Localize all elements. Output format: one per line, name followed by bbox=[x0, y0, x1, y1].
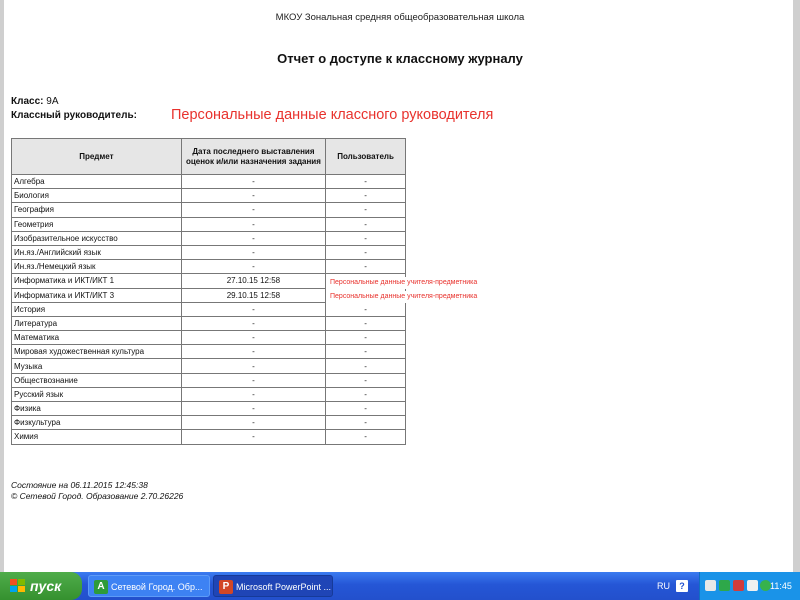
user-cell: - bbox=[326, 316, 406, 330]
task-label: Сетевой Город. Обр... bbox=[111, 582, 203, 592]
subject-cell: Физкультура bbox=[12, 416, 182, 430]
page-title: Отчет о доступе к классному журналу bbox=[277, 51, 523, 66]
table-row bbox=[12, 203, 406, 217]
table-row bbox=[12, 316, 406, 330]
start-label: пуск bbox=[30, 578, 62, 594]
subject-cell: Биология bbox=[12, 189, 182, 203]
user-cell: - bbox=[326, 402, 406, 416]
user-cell: - bbox=[326, 217, 406, 231]
subject-cell: Алгебра bbox=[12, 175, 182, 189]
task-label: Microsoft PowerPoint ... bbox=[236, 582, 332, 592]
subject-cell: Геометрия bbox=[12, 217, 182, 231]
last-date-cell: - bbox=[181, 331, 325, 345]
table-header-row bbox=[12, 139, 406, 175]
last-date-cell: - bbox=[181, 416, 325, 430]
subject-cell: Обществознание bbox=[12, 373, 182, 387]
subject-cell: Русский язык bbox=[12, 387, 182, 401]
teacher-label: Классный руководитель: bbox=[11, 110, 137, 121]
last-date-cell: - bbox=[181, 260, 325, 274]
window-left-edge bbox=[0, 0, 4, 572]
last-date-cell: - bbox=[181, 302, 325, 316]
last-date-cell: - bbox=[181, 189, 325, 203]
subject-cell: Информатика и ИКТ/ИКТ 3 bbox=[12, 288, 182, 302]
table-row bbox=[12, 387, 406, 401]
subject-cell: История bbox=[12, 302, 182, 316]
user-cell: - bbox=[326, 175, 406, 189]
status-timestamp: Состояние на 06.11.2015 12:45:38 bbox=[11, 480, 148, 490]
teacher-redaction bbox=[167, 105, 555, 127]
user-cell: - bbox=[326, 260, 406, 274]
user-cell: - bbox=[326, 416, 406, 430]
taskbar-item-netcity[interactable] bbox=[88, 575, 210, 597]
subject-cell: География bbox=[12, 203, 182, 217]
last-date-cell: 27.10.15 12:58 bbox=[181, 274, 325, 288]
user-cell: - bbox=[326, 302, 406, 316]
teacher-redaction-text: Персональные данные классного руководителя bbox=[171, 107, 494, 123]
last-date-cell: - bbox=[181, 387, 325, 401]
last-date-cell: - bbox=[181, 217, 325, 231]
subject-cell: Литература bbox=[12, 316, 182, 330]
taskbar bbox=[0, 572, 800, 600]
table-row bbox=[12, 260, 406, 274]
user-redaction: Персональные данные учителя-предметника bbox=[326, 277, 548, 289]
last-date-cell: - bbox=[181, 245, 325, 259]
last-date-cell: - bbox=[181, 203, 325, 217]
subject-cell: Мировая художественная культура bbox=[12, 345, 182, 359]
language-indicator[interactable]: RU bbox=[657, 581, 670, 591]
user-cell: - bbox=[326, 430, 406, 444]
security-alert-icon[interactable] bbox=[733, 580, 744, 591]
user-cell: - bbox=[326, 359, 406, 373]
last-date-cell: - bbox=[181, 402, 325, 416]
subject-cell: Изобразительное искусство bbox=[12, 231, 182, 245]
table-row bbox=[12, 359, 406, 373]
subject-cell: Химия bbox=[12, 430, 182, 444]
table-row bbox=[12, 302, 406, 316]
user-cell: - bbox=[326, 203, 406, 217]
subject-cell: Ин.яз./Немецкий язык bbox=[12, 260, 182, 274]
user-cell: - bbox=[326, 231, 406, 245]
subject-cell: Математика bbox=[12, 331, 182, 345]
help-icon[interactable]: ? bbox=[676, 580, 688, 592]
class-label: Класс: bbox=[11, 96, 44, 107]
powerpoint-icon: P bbox=[219, 580, 233, 594]
last-date-cell: 29.10.15 12:58 bbox=[181, 288, 325, 302]
clock: 11:45 bbox=[770, 581, 792, 591]
table-row bbox=[12, 175, 406, 189]
subject-cell: Ин.яз./Английский язык bbox=[12, 245, 182, 259]
class-value: 9А bbox=[46, 96, 59, 107]
window-right-edge bbox=[793, 0, 800, 572]
user-cell: - bbox=[326, 189, 406, 203]
subject-cell: Музыка bbox=[12, 359, 182, 373]
windows-logo-icon bbox=[10, 579, 25, 593]
user-cell: - bbox=[326, 345, 406, 359]
class-line bbox=[11, 96, 59, 107]
last-date-cell: - bbox=[181, 231, 325, 245]
user-cell: - bbox=[326, 331, 406, 345]
user-cell: - bbox=[326, 245, 406, 259]
last-date-cell: - bbox=[181, 316, 325, 330]
table-row bbox=[12, 189, 406, 203]
volume-icon[interactable] bbox=[747, 580, 758, 591]
last-date-cell: - bbox=[181, 175, 325, 189]
network-icon[interactable] bbox=[705, 580, 716, 591]
last-date-cell: - bbox=[181, 359, 325, 373]
last-date-cell: - bbox=[181, 373, 325, 387]
school-name: МКОУ Зональная средняя общеобразовательная школа bbox=[275, 12, 525, 23]
user-cell: - bbox=[326, 373, 406, 387]
table-row bbox=[12, 373, 406, 387]
last-date-cell: - bbox=[181, 430, 325, 444]
user-cell: - bbox=[326, 387, 406, 401]
table-row bbox=[12, 217, 406, 231]
header-user: Пользователь bbox=[326, 139, 406, 175]
table-row bbox=[12, 345, 406, 359]
start-button[interactable] bbox=[0, 572, 82, 600]
header-subject: Предмет bbox=[12, 139, 182, 175]
taskbar-item-powerpoint[interactable] bbox=[213, 575, 333, 597]
table-row bbox=[12, 245, 406, 259]
table-row bbox=[12, 231, 406, 245]
antivirus-icon[interactable] bbox=[719, 580, 730, 591]
last-date-cell: - bbox=[181, 345, 325, 359]
user-redaction: Персональные данные учителя-предметника bbox=[326, 291, 548, 303]
table-row bbox=[12, 430, 406, 444]
subject-cell: Физика bbox=[12, 402, 182, 416]
subject-cell: Информатика и ИКТ/ИКТ 1 bbox=[12, 274, 182, 288]
header-last-date: Дата последнего выставления оценок и/или назначения задания bbox=[181, 139, 325, 175]
table-row bbox=[12, 416, 406, 430]
table-row bbox=[12, 402, 406, 416]
copyright: © Сетевой Город. Образование 2.70.26226 bbox=[11, 491, 184, 501]
table-row bbox=[12, 331, 406, 345]
app-a-icon: А bbox=[94, 580, 108, 594]
